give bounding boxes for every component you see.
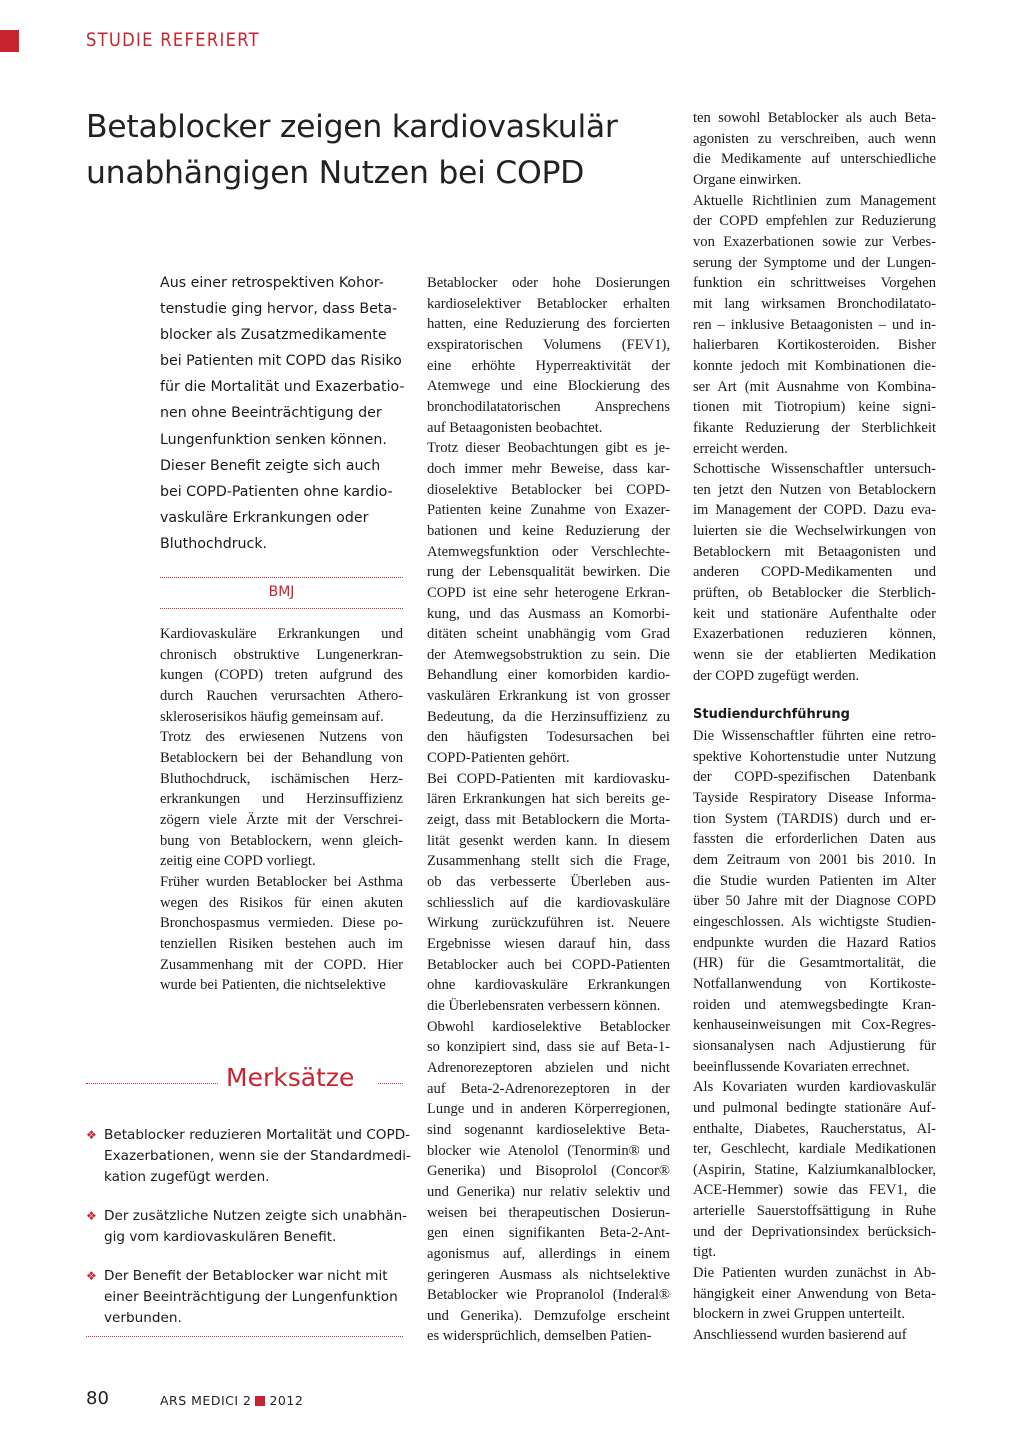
body-column-1 xyxy=(160,624,403,996)
text-line: tionen mit Tiotropium) keine signi- xyxy=(693,399,936,416)
text-line: bei Patienten mit COPD das Risiko xyxy=(160,353,402,370)
text-line: ten jetzt den Nutzen von Betablockern xyxy=(693,481,936,498)
merksaetze-title: Merksätze xyxy=(226,1063,355,1092)
text-line: kungen (COPD) treten aufgrund des xyxy=(160,667,403,684)
section-color-marker xyxy=(0,30,19,52)
merksaetze-item xyxy=(86,1266,406,1329)
diamond-bullet-icon: ❖ xyxy=(86,1269,97,1283)
col3-text-a xyxy=(693,108,936,686)
title-line: Betablocker zeigen kardiovaskulär xyxy=(86,109,618,145)
text-line: über 50 Jahre mit der Diagnose COPD xyxy=(693,893,936,910)
text-line: Bluthochdruck, ischämischen Herz- xyxy=(160,770,403,787)
text-line: lität gesenkt werden kann. In diesem xyxy=(427,832,670,849)
subheading-studiendurchfuehrung: Studiendurchführung xyxy=(693,707,850,723)
text-line: ter, Geschlecht, kardiale Medikationen xyxy=(693,1141,936,1158)
text-line: Schottische Wissenschaftler untersuch- xyxy=(693,461,936,478)
divider-dotted xyxy=(160,608,403,609)
journal-year: 2012 xyxy=(269,1393,304,1408)
text-line: kenhauseinweisungen mit Cox-Regres- xyxy=(693,1017,936,1034)
text-line: und Generika) nur relativ selektiv und xyxy=(427,1183,670,1200)
text-line: sionsanalysen nach Adjustierung für xyxy=(693,1037,936,1054)
title-line: unabhängigen Nutzen bei COPD xyxy=(86,155,585,191)
journal-footer xyxy=(160,1393,303,1408)
text-line: Als Kovariaten wurden kardiovaskulär xyxy=(693,1079,936,1096)
text-line: rung der Lebensqualität bewirken. Die xyxy=(427,564,670,581)
text-line: auf Beta-2-Adrenorezeptoren in der xyxy=(427,1080,670,1097)
text-line: eingeschlossen. Als wichtigste Studien- xyxy=(693,913,936,930)
text-line: Bei COPD-Patienten mit kardiovasku- xyxy=(427,770,670,787)
section-label: STUDIE REFERIERT xyxy=(86,29,260,51)
text-line: zeigt, dass mit Betablockern die Morta- xyxy=(427,812,670,829)
text-line: Adrenorezeptoren abzielen und nicht xyxy=(427,1059,670,1076)
text-line: tenstudie ging hervor, dass Beta- xyxy=(160,301,398,318)
text-line: dem Zeitraum von 2001 bis 2010. In xyxy=(693,851,936,868)
text-line: zeitig eine COPD vorliegt. xyxy=(160,853,316,870)
merksaetze-list xyxy=(86,1125,411,1347)
text-line: bationen und keine Reduzierung der xyxy=(427,522,670,539)
divider-dotted xyxy=(160,577,403,578)
text-line: die Medikamente auf unterschiedliche xyxy=(693,151,936,168)
text-line: serung der Symptome und der Lungen- xyxy=(693,254,936,271)
source-label: BMJ xyxy=(268,584,295,600)
text-line: Obwohl kardioselektive Betablocker xyxy=(427,1018,670,1035)
merksaetze-item-line: kation zugefügt werden. xyxy=(104,1169,270,1185)
merksaetze-item-line: Der Benefit der Betablocker war nicht mit xyxy=(104,1268,388,1284)
text-line: wurde bei Patienten, die nichtselektive xyxy=(160,977,386,994)
text-line: und pulmonal bedingte stationäre Auf- xyxy=(693,1099,936,1116)
text-line: erkrankungen und Herzinsuffizienz xyxy=(160,791,403,808)
page-number: 80 xyxy=(86,1388,109,1409)
text-line: die Studie wurden Patienten im Alter xyxy=(693,872,936,889)
text-line: (Aspirin, Statine, Kalziumkanalblocker, xyxy=(693,1161,936,1178)
text-line: exspiratorischen Volumens (FEV1), xyxy=(427,336,670,353)
text-line: skleroserisikos häufig gemeinsam auf. xyxy=(160,708,384,725)
subheading-spacer xyxy=(693,686,936,705)
text-line: konnte jedoch mit Kombinationen die- xyxy=(693,357,936,374)
text-line: Lunge und in anderen Körperregionen, xyxy=(427,1101,670,1118)
footer-square-icon xyxy=(255,1396,265,1406)
text-line: COPD ist eine sehr heterogene Erkran- xyxy=(427,584,670,601)
text-line: Zusammenhang mit der COPD. Hier xyxy=(160,956,403,973)
text-line: Trotz dieser Beobachtungen gibt es je- xyxy=(427,440,670,457)
text-line: gen einen signifikanten Beta-2-Ant- xyxy=(427,1225,670,1242)
text-line: agonisten zu verschreiben, auch wenn xyxy=(693,130,936,147)
text-line: ACE-Hemmer) sowie das FEV1, die xyxy=(693,1182,936,1199)
text-line: zögern viele Ärzte mit der Verschrei- xyxy=(160,811,403,828)
text-line: und der Deprivationsindex berücksich- xyxy=(693,1223,936,1240)
text-line: durch Rauchen verursachten Athero- xyxy=(160,687,403,704)
text-line: Dieser Benefit zeigte sich auch xyxy=(160,457,381,474)
text-line: so konzipiert sind, dass sie auf Beta-1- xyxy=(427,1039,670,1056)
text-line: die Überlebensraten verbessern können. xyxy=(427,997,661,1014)
text-line: geringeren Ausmass als nichtselektive xyxy=(427,1266,670,1283)
text-line: der Atemwegsobstruktion zu sein. Die xyxy=(427,646,670,663)
merksaetze-item-line: einer Beeinträchtigung der Lungenfunktion xyxy=(104,1289,398,1305)
text-line: tion System (TARDIS) durch und er- xyxy=(693,810,936,827)
text-line: im Management der COPD. Dazu eva- xyxy=(693,502,936,519)
text-line: ditäten scheint unabhängig vom Grad xyxy=(427,626,670,643)
text-line: erreicht werden. xyxy=(693,440,788,457)
journal-name: ARS MEDICI 2 xyxy=(160,1393,252,1408)
text-line: ob das verbesserte Überleben aus- xyxy=(427,874,670,891)
text-line: von Exazerbationen sowie zur Verbes- xyxy=(693,233,936,250)
body-column-3 xyxy=(693,108,936,1346)
text-line: halierbaren Kortikosteroiden. Bisher xyxy=(693,337,936,354)
text-line: Kardiovaskuläre Erkrankungen und xyxy=(160,626,403,642)
text-line: doch immer mehr Beweise, dass kar- xyxy=(427,460,670,477)
text-line: tenziellen Risiken bestehen auch im xyxy=(160,935,403,952)
text-line: Notfallanwendung von Kortikoste- xyxy=(693,975,936,992)
text-line: agonismus auf, allerdings in einem xyxy=(427,1245,670,1262)
text-line: beeinflussende Kovariaten errechnet. xyxy=(693,1058,910,1075)
merksaetze-divider-right xyxy=(378,1083,403,1084)
text-line: Zusammenhang stellt sich die Frage, xyxy=(427,853,670,870)
text-line: der COPD empfehlen zur Reduzierung xyxy=(693,213,936,230)
merksaetze-item-line: Der zusätzliche Nutzen zeigte sich unabhän- xyxy=(104,1208,408,1224)
text-line: nen ohne Beeinträchtigung der xyxy=(160,405,382,422)
text-line: Anschliessend wurden basierend auf xyxy=(693,1327,907,1344)
text-line: wegen des Risikos für einen akuten xyxy=(160,894,403,911)
text-line: ren – inklusive Betaagonisten – und in- xyxy=(693,316,936,333)
text-line: Ergebnisse wiesen darauf hin, dass xyxy=(427,936,670,952)
text-line: hatten, eine Reduzierung des forcierten xyxy=(427,316,670,333)
text-line: bei COPD-Patienten ohne kardio- xyxy=(160,483,393,500)
text-line: (HR) für die Gesamtmortalität, die xyxy=(693,955,936,972)
text-line: chronisch obstruktive Lungenerkran- xyxy=(160,646,403,663)
text-line: Bluthochdruck. xyxy=(160,535,268,552)
text-line: roiden und atemwegsbedingte Kran- xyxy=(693,996,936,1013)
merksaetze-item xyxy=(86,1206,406,1248)
text-line: Die Wissenschaftler führten eine retro- xyxy=(693,728,936,745)
text-line: Betablockern mit Betaagonisten und xyxy=(693,543,936,560)
text-line: ser Art (mit Ausnahme von Kombina- xyxy=(693,378,936,395)
text-line: ten sowohl Betablocker als auch Beta- xyxy=(693,110,936,126)
merksaetze-divider-left xyxy=(86,1083,218,1084)
text-line: Betablocker auch bei COPD-Patienten xyxy=(427,956,670,973)
text-line: fassten die erforderlichen Daten aus xyxy=(693,831,936,848)
text-line: der COPD-spezifischen Datenbank xyxy=(693,769,936,786)
text-line: Betablocker oder hohe Dosierungen xyxy=(427,275,670,291)
text-line: auf Betaagonisten beobachtet. xyxy=(427,419,603,436)
merksaetze-item-line: Exazerbationen, wenn sie der Standardmedi- xyxy=(104,1148,411,1164)
text-line: kardioselektiver Betablocker erhalten xyxy=(427,295,670,312)
merksaetze-item xyxy=(86,1125,411,1188)
text-line: eine erhöhte Hyperreaktivität der xyxy=(427,357,670,374)
text-line: Betablocker wie Propranolol (Inderal® xyxy=(427,1287,670,1304)
text-line: Aus einer retrospektiven Kohor- xyxy=(160,275,384,291)
diamond-bullet-icon: ❖ xyxy=(86,1209,97,1223)
merksaetze-item-line: gig vom kardiovaskulären Benefit. xyxy=(104,1229,337,1245)
text-line: Bedeutung, da die Herzinsuffizienz zu xyxy=(427,708,670,725)
text-line: Lungenfunktion senken können. xyxy=(160,431,387,448)
text-line: blocker als Zusatzmedikamente xyxy=(160,327,387,344)
col3-text-b xyxy=(693,726,936,1346)
text-line: und Generika). Demzufolge erscheint xyxy=(427,1307,670,1324)
text-line: weisen bei therapeutischen Dosierun- xyxy=(427,1204,670,1221)
text-line: Behandlung einer komorbiden kardio- xyxy=(427,667,670,684)
text-line: für die Mortalität und Exazerbatio- xyxy=(160,379,405,396)
text-line: Patienten keine Zunahme von Exazer- xyxy=(427,502,670,519)
text-line: endpunkte wurden die Hazard Ratios xyxy=(693,934,936,951)
text-line: Wirkung zurückzuführen ist. Neuere xyxy=(427,915,670,932)
lead-paragraph xyxy=(160,270,410,557)
text-line: ohne kardiovaskuläre Erkrankungen xyxy=(427,977,670,994)
text-line: Atemwege und eine Blockierung des xyxy=(427,378,670,395)
text-line: anderen COPD-Medikamenten und xyxy=(693,564,936,581)
text-line: Generika) und Bisoprolol (Concor® xyxy=(427,1163,670,1180)
text-line: vaskuläre Erkrankungen oder xyxy=(160,509,369,526)
text-line: vaskulären Erkrankung ist von grosser xyxy=(427,688,670,705)
text-line: Atemwegsfunktion oder Verschlechte- xyxy=(427,543,670,560)
text-line: lären Erkrankungen hat sich bereits ge- xyxy=(427,791,670,808)
text-line: Trotz des erwiesenen Nutzens von xyxy=(160,729,403,746)
text-line: hängigkeit einer Anwendung von Beta- xyxy=(693,1285,936,1302)
merksaetze-item-line: verbunden. xyxy=(104,1310,182,1326)
text-line: Organe einwirken. xyxy=(693,171,802,188)
text-line: Bronchospasmus vermieden. Diese po- xyxy=(160,915,403,932)
text-line: den häufigsten Todesursachen bei xyxy=(427,729,670,746)
text-line: blockern in zwei Gruppen unterteilt. xyxy=(693,1306,905,1323)
text-line: blocker wie Atenolol (Tenormin® und xyxy=(427,1142,670,1159)
text-line: tigt. xyxy=(693,1244,717,1261)
body-column-2 xyxy=(427,273,670,1347)
text-line: sind sogenannt kardioselektive Beta- xyxy=(427,1121,670,1138)
text-line: prüften, ob Betablocker die Sterblich- xyxy=(693,585,936,602)
text-line: Aktuelle Richtlinien zum Management xyxy=(693,192,936,209)
text-line: COPD-Patienten gehört. xyxy=(427,750,570,767)
text-line: schliesslich auf die kardiovaskuläre xyxy=(427,894,670,911)
article-title xyxy=(86,104,646,196)
text-line: Betablockern bei der Behandlung von xyxy=(160,749,403,766)
text-line: wenn sie der etablierten Medikation xyxy=(693,647,936,664)
text-line: kung, und das Ausmass an Komorbi- xyxy=(427,605,670,622)
text-line: bung von Betablockern, wenn gleich- xyxy=(160,832,403,849)
text-line: Tayside Respiratory Disease Informa- xyxy=(693,790,936,806)
text-line: bronchodilatatorischen Ansprechens xyxy=(427,398,670,415)
text-line: dioselektive Betablocker bei COPD- xyxy=(427,481,670,498)
text-line: Exazerbationen reduzieren können, xyxy=(693,626,936,643)
text-line: spektive Kohortenstudie unter Nutzung xyxy=(693,748,936,765)
diamond-bullet-icon: ❖ xyxy=(86,1128,97,1142)
text-line: luierten sie die Wechselwirkungen von xyxy=(693,523,936,540)
text-line: Die Patienten wurden zunächst in Ab- xyxy=(693,1265,936,1282)
text-line: keit und stationäre Aufenthalte oder xyxy=(693,605,936,622)
text-line: enthalte, Diabetes, Raucherstatus, Al- xyxy=(693,1120,936,1137)
merksaetze-divider-bottom xyxy=(86,1336,403,1337)
text-line: es widersprüchlich, demselben Patien- xyxy=(427,1328,652,1345)
text-line: mit lang wirksamen Bronchodilatato- xyxy=(693,295,936,312)
text-line: der COPD zugefügt werden. xyxy=(693,667,860,684)
text-line: fikante Reduzierung der Sterblichkeit xyxy=(693,419,936,436)
text-line: arterielle Sauerstoffsättigung in Ruhe xyxy=(693,1203,936,1220)
text-line: funktion ein schrittweises Vorgehen xyxy=(693,275,936,292)
text-line: Früher wurden Betablocker bei Asthma xyxy=(160,873,403,890)
merksaetze-item-line: Betablocker reduzieren Mortalität und COPD- xyxy=(104,1127,411,1143)
